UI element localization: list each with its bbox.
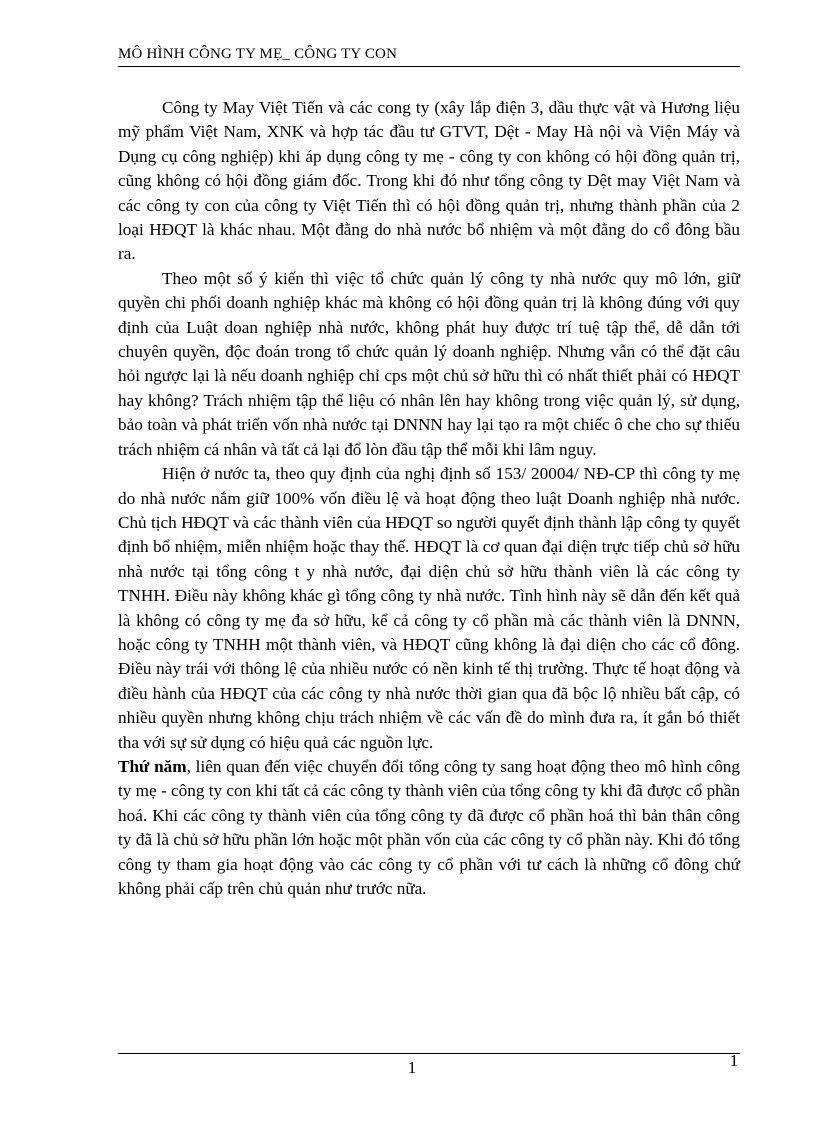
header-divider [118, 66, 740, 67]
page-number: 1 [407, 1058, 417, 1077]
paragraph-lead: Thứ năm [118, 756, 187, 776]
paragraph: Công ty May Việt Tiến và các cong ty (xây lắp điện 3, dầu thực vật và Hương liệu mỹ phẩm Việt Nam, XNK và hợp tác đầu tư GTVT, Dệt - May Hà nội và Viện Máy và Dụng cụ công nghiệp) khi áp dụng công ty mẹ - công ty con không có hội đồng quản trị, cũng không có hội đồng giám đốc. Trong khi đó như tổng công ty Dệt may Việt Nam và các công ty con của công ty Việt Tiến thì có hội đồng quản trị, nhưng thành phần của 2 loại HĐQT là khác nhau. Một đằng do nhà nước bổ nhiệm và một đằng do cổ đông bầu ra. [118, 98, 740, 264]
page-number-right: 1 [729, 1051, 739, 1070]
paragraph: Hiện ở nước ta, theo quy định của nghị định số 153/ 20004/ NĐ-CP thì công ty mẹ do nhà nước nắm giữ 100% vốn điều lệ và hoạt động theo luật Doanh nghiệp nhà nước. Chủ tịch HĐQT và các thành viên của HĐQT so người quyết định thành lập công ty quyết định bổ nhiệm, miễn nhiệm hoặc thay thế. HĐQT là cơ quan đại diện trực tiếp chủ sở hữu nhà nước tại tổng công t y nhà nước, đại diện chủ sở hữu thành viên là các công ty TNHH. Điều này không khác gì tổng công ty nhà nước. Tình hình này sẽ dẫn đến kết quả là không có công ty mẹ đa sở hữu, kể cả công ty cổ phần mà các thành viên là DNNN, hoặc công ty TNHH một thành viên, và HĐQT cũng không là đại diện cho các cổ đông. Điều này trái với thông lệ của nhiều nước có nền kinh tế thị trường. Thực tế hoạt động và điều hành của HĐQT của các công ty nhà nước thời gian qua đã bộc lộ nhiều bất cập, có nhiều quyền nhưng không chịu trách nhiệm về các vấn đề do mình đưa ra, ít gắn bó thiết tha với sự sử dụng có hiệu quả các nguồn lực. [118, 464, 740, 752]
running-header: MÔ HÌNH CÔNG TY MẸ_ CÔNG TY CON [118, 46, 398, 62]
document-body [118, 96, 740, 901]
paragraph: Theo một số ý kiến thì việc tổ chức quản lý công ty nhà nước quy mô lớn, giữ quyền chi phối doanh nghiệp khác mà không có hội đồng quản trị là không đúng với quy định của Luật doan nghiệp nhà nước, không phát huy được trí tuệ tập thể, dễ dẫn tới chuyên quyền, độc đoán trong tổ chức quản lý doanh nghiệp. Nhưng vẫn có thể đặt câu hỏi ngược lại là nếu doanh nghiệp chỉ cps một chủ sở hữu thì có nhất thiết phải có HĐQT hay không? Trách nhiệm tập thể liệu có nhân lên hay không trong việc quản lý, sử dụng, bảo toàn và phát triển vốn nhà nước tại DNNN hay lại tạo ra một chiếc ô che cho sự thiếu trách nhiệm cá nhân và tất cả lại đổ lòn đầu tập thể mỗi khi lâm nguy. [118, 268, 740, 459]
footer-divider [118, 1053, 740, 1054]
paragraph-text: , liên quan đến việc chuyển đổi tổng công ty sang hoạt động theo mô hình công ty mẹ - công ty con khi tất cả các công ty thành viên của tổng công ty khi đã được cổ phần hoá. Khi các công ty thành viên của tổng công ty đã được cổ phần hoá thì bản thân công ty đã là chủ sở hữu phần lớn hoặc một phần vốn của các công ty cổ phần này. Khi đó tổng công ty tham gia hoạt động vào các công ty cổ phần với tư cách là những cổ đông chứ không phải cấp trên chủ quản như trước nữa. [118, 756, 740, 898]
paragraph [118, 755, 740, 901]
